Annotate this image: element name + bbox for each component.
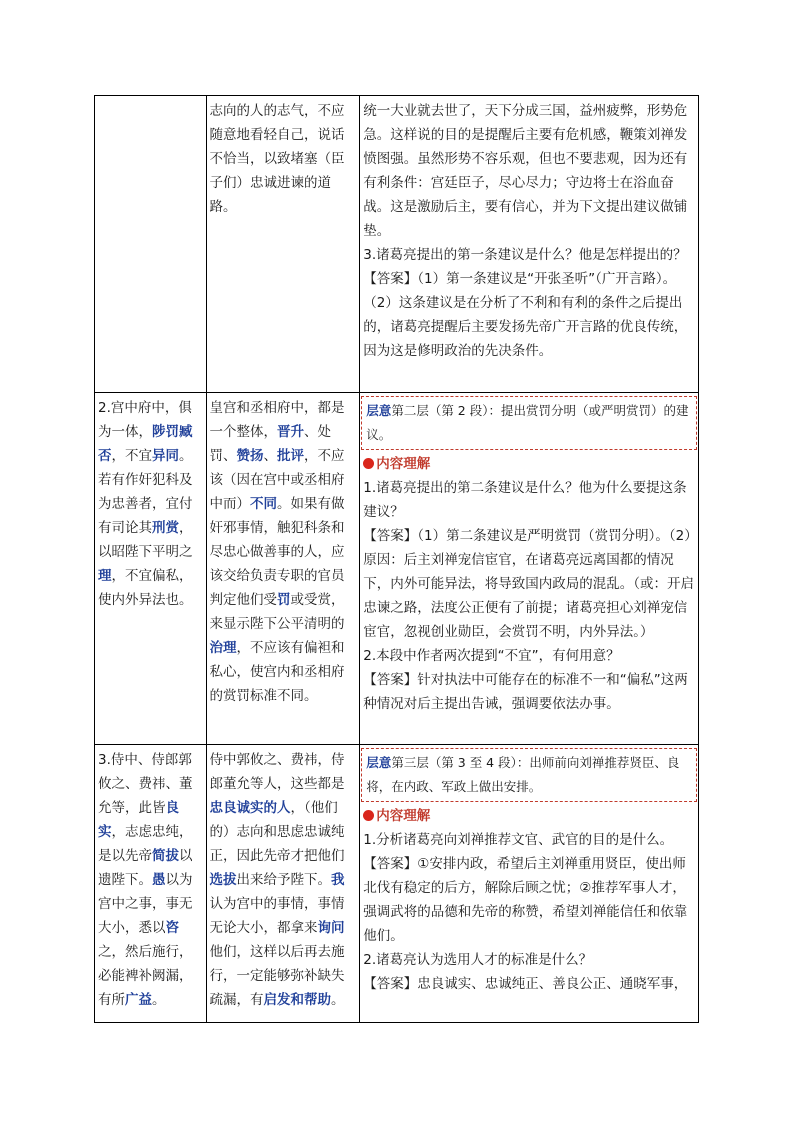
question: 2.诸葛亮认为选用人才的标准是什么？: [363, 952, 593, 968]
table-row: [95, 393, 699, 745]
table-row: [95, 745, 699, 1023]
answer: 【答案】忠良诚实、忠诚纯正、善良公正、通晓军事，: [363, 976, 688, 992]
layer-meaning-box: [361, 748, 697, 802]
keyword: 赞扬: [236, 448, 264, 464]
translation-cell: 侍中郭攸之、费祎，侍郎董允等人，这些都是忠良诚实的人，（他们的）志向和思虑忠诚纯正，因此先帝才把他们选拔出来给予陛下。我认为宫中的事情，事情无论大小，都拿来询问他们，这样以后再去施行，一定能够弥补缺失疏漏，有启发和帮助。: [206, 745, 360, 1023]
layer-meaning-text: 第三层（第 3 至 4 段）：出师前向刘禅推荐贤臣、良将，在内政、军政上做出安排。: [366, 755, 680, 794]
translation-cell: [206, 96, 360, 393]
keyword: 异同: [152, 448, 179, 464]
original-text-cell: [95, 96, 207, 393]
keyword: 陟罚臧否: [98, 424, 193, 464]
analysis-paragraph: 统一大业就去世了，天下分成三国，益州疲弊，形势危急。这样说的目的是提醒后主要有危机感，鞭策刘禅发愤图强。虽然形势不容乐观，但也不要悲观，因为还有有利条件：宫廷臣子，尽心尽力；守边将士在浴血奋战。这是激励后主，要有信心，并为下文提出建议做铺垫。: [363, 103, 688, 239]
bullet-dot-icon: [363, 458, 374, 469]
section-heading: 内容理解: [363, 452, 695, 476]
answer: 【答案】（1）第二条建议是严明赏罚（赏罚分明）。（2）原因：后主刘禅宠信宦官，在诸葛亮远离国都的情况下，内外可能异法，将导致国内政局的混乱。（或：开启忠谏之路，法度公正便有了前提；诸葛亮担心刘禅宠信宦官，忽视创业勋臣，会赏罚不明，内外异法。）: [363, 528, 695, 640]
layer-meaning-box: [361, 396, 697, 450]
analysis-cell: [360, 96, 699, 393]
keyword: 我: [331, 872, 345, 888]
keyword: 治理: [209, 640, 237, 656]
keyword: 晋升: [277, 424, 305, 440]
keyword: 询问: [317, 920, 345, 936]
layer-meaning-text: 第二层（第 2 段）：提出赏罚分明（或严明赏罚）的建议。: [366, 403, 689, 442]
keyword: 理: [98, 568, 112, 584]
keyword: 良实: [98, 800, 179, 840]
keyword: 简拔: [152, 848, 179, 864]
answer: 【答案】针对执法中可能存在的标准不一和“偏私”这两种情况对后主提出告诫，强调要依法办事。: [363, 672, 688, 712]
keyword: 咨: [165, 920, 179, 936]
keyword: 选拔: [209, 872, 237, 888]
analysis-cell: [360, 393, 699, 745]
layer-meaning-tag: 层意: [366, 403, 392, 418]
question: 2.本段中作者两次提到“不宜”，有何用意？: [363, 648, 620, 664]
section-heading: 内容理解: [363, 804, 695, 828]
keyword: 刑赏: [152, 520, 179, 536]
question: 1.分析诸葛亮向刘禅推荐文官、武官的目的是什么。: [363, 832, 674, 848]
question: 3.诸葛亮提出的第一条建议是什么？他是怎样提出的？: [363, 247, 687, 263]
keyword: 忠良诚实的人: [209, 800, 291, 816]
annotation-table: [94, 95, 699, 1023]
layer-meaning-tag: 层意: [366, 755, 392, 770]
translation-text: 志向的人的志气，不应随意地看轻自己，说话不恰当，以致堵塞（臣子们）忠诚进谏的道路。: [209, 103, 345, 215]
translation-cell: 皇宫和丞相府中，都是一个整体，晋升、处罚、赞扬、批评，不应该（因在宫中或丞相府中而）不同。如果有做奸邪事情，触犯科条和尽忠心做善事的人，应该交给负责专职的官员判定他们受罚或受赏，来显示陛下公平清明的治理，不应该有偏袒和私心，使宫内和丞相府的赏罚标准不同。: [206, 393, 360, 745]
table-row: [95, 96, 699, 393]
keyword: 愚: [152, 872, 166, 888]
analysis-cell: [360, 745, 699, 1023]
question: 1.诸葛亮提出的第二条建议是什么？他为什么要提这条建议？: [363, 480, 687, 520]
answer: 【答案】①安排内政，希望后主刘禅重用贤臣，使出师北伐有稳定的后方，解除后顾之忧；②推荐军事人才，强调武将的品德和先帝的称赞，希望刘禅能信任和依靠他们。: [363, 856, 688, 944]
answer: 【答案】（1）第一条建议是“开张圣听”（广开言路）。（2）这条建议是在分析了不利和有利的条件之后提出的，诸葛亮提醒后主要发扬先帝广开言路的优良传统，因为这是修明政治的先决条件。: [363, 271, 688, 359]
keyword: 罚: [277, 592, 291, 608]
bullet-dot-icon: [363, 810, 374, 821]
keyword: 广益: [125, 992, 152, 1008]
original-text-cell: 2.宫中府中，俱为一体，陟罚臧否，不宜异同。若有作奸犯科及为忠善者，宜付有司论其刑赏，以昭陛下平明之理，不宜偏私，使内外异法也。: [95, 393, 207, 745]
keyword: 不同: [250, 496, 278, 512]
original-text-cell: 3.侍中、侍郎郭攸之、费祎、董允等，此皆良实，志虑忠纯，是以先帝简拔以遗陛下。愚以为宫中之事，事无大小，悉以咨之，然后施行，必能裨补阙漏，有所广益。: [95, 745, 207, 1023]
keyword: 启发和帮助: [263, 992, 332, 1008]
keyword: 批评: [277, 448, 305, 464]
